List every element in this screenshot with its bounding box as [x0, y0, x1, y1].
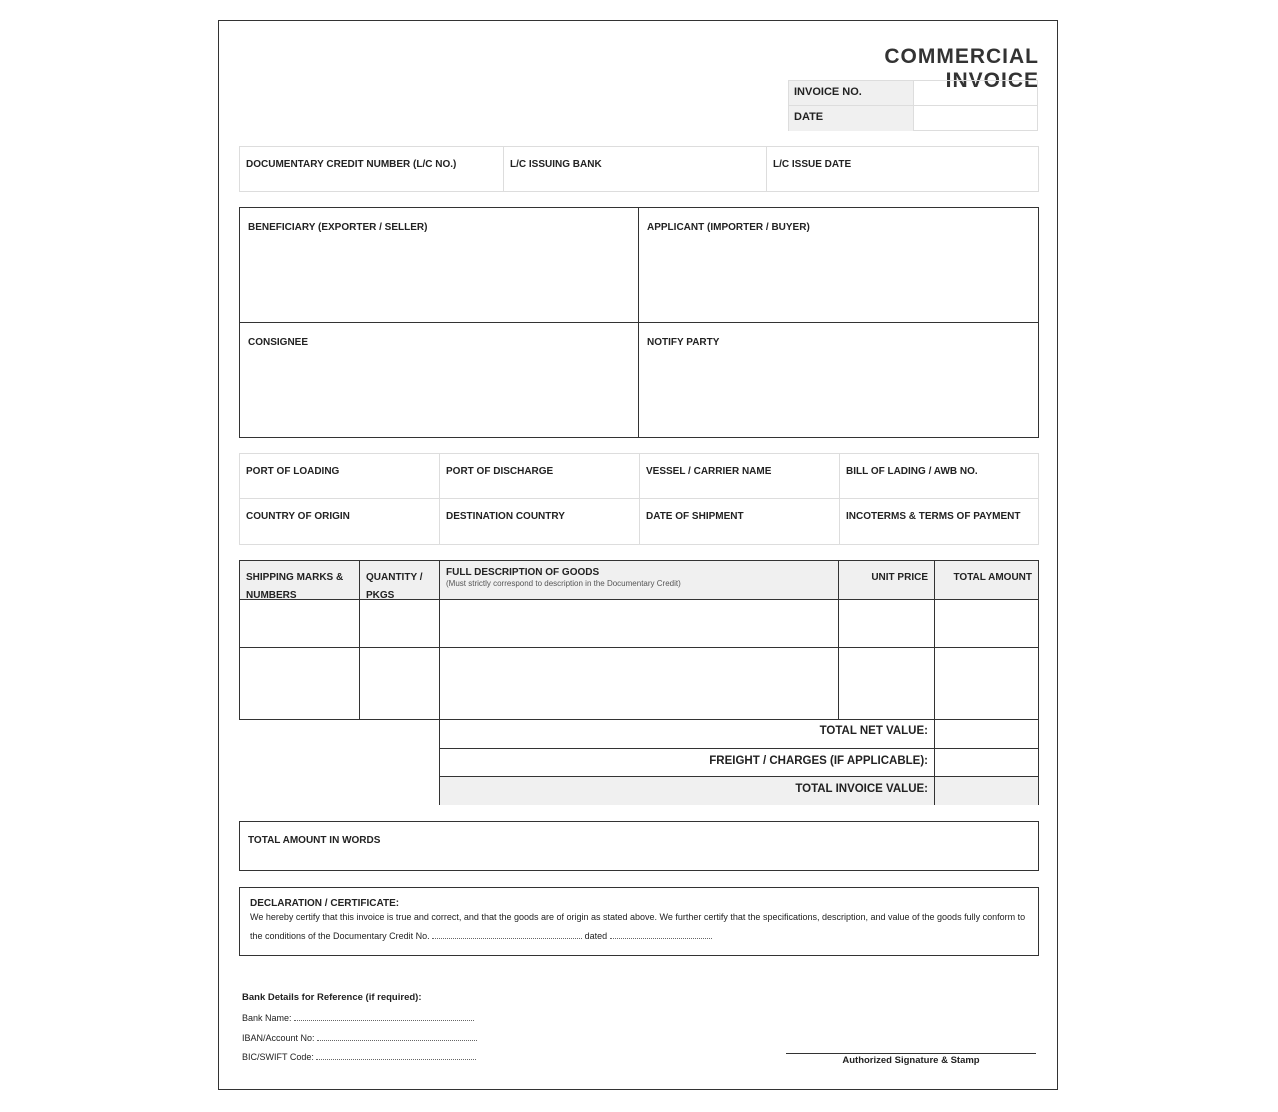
- invoice-header-table: [788, 80, 1038, 131]
- invoice-no-field[interactable]: [915, 81, 1037, 105]
- declaration-box: [239, 887, 1039, 956]
- destination-label: DESTINATION COUNTRY: [446, 511, 565, 522]
- lc-number-label: DOCUMENTARY CREDIT NUMBER (L/C NO.): [246, 159, 457, 170]
- col-desc-header: [440, 561, 839, 600]
- lc-bank-field[interactable]: [504, 147, 767, 191]
- document-title: COMMERCIAL INVOICE: [884, 45, 1039, 92]
- invoice-page: [218, 20, 1058, 1090]
- consignee-box[interactable]: [240, 323, 639, 437]
- bank-name-blank[interactable]: [294, 1012, 474, 1021]
- consignee-label: CONSIGNEE: [248, 337, 309, 348]
- table-cell[interactable]: [935, 648, 1038, 719]
- net-value-label: TOTAL NET VALUE:: [440, 719, 935, 748]
- bol-field[interactable]: [840, 454, 1038, 499]
- swift-line: [242, 1051, 542, 1071]
- table-cell[interactable]: [440, 648, 839, 719]
- notify-party-label: NOTIFY PARTY: [647, 337, 720, 348]
- bank-name-label: Bank Name:: [242, 1013, 292, 1023]
- iban-blank[interactable]: [317, 1032, 477, 1041]
- incoterms-label: INCOTERMS & TERMS OF PAYMENT: [846, 511, 1021, 522]
- incoterms-field[interactable]: [840, 499, 1038, 544]
- table-cell[interactable]: [360, 600, 440, 648]
- table-cell[interactable]: [240, 600, 360, 648]
- col-marks-header: [240, 561, 360, 600]
- col-qty-label: QUANTITY / PKGS: [366, 572, 423, 601]
- col-unit-header: [839, 561, 935, 600]
- date-blank[interactable]: [610, 930, 712, 939]
- col-total-label: TOTAL AMOUNT: [953, 572, 1032, 583]
- beneficiary-label: BENEFICIARY (EXPORTER / SELLER): [248, 222, 428, 233]
- table-cell[interactable]: [839, 600, 935, 648]
- col-desc-note: (Must strictly correspond to description in the Documentary Credit): [446, 579, 681, 588]
- lc-section: [239, 146, 1039, 192]
- origin-label: COUNTRY OF ORIGIN: [246, 511, 350, 522]
- invoice-no-label: INVOICE NO.: [789, 81, 914, 105]
- declaration-text: We hereby certify that this invoice is true and correct, and that the goods are of origin as stated above. We further certify that the specifications, description, and value of the goods fully conform to: [250, 912, 1026, 922]
- freight-field[interactable]: [935, 749, 1038, 777]
- port-loading-field[interactable]: [240, 454, 440, 499]
- table-cell[interactable]: [240, 648, 360, 719]
- ship-date-label: DATE OF SHIPMENT: [646, 511, 744, 522]
- iban-label: IBAN/Account No:: [242, 1032, 315, 1043]
- lc-date-label: L/C ISSUE DATE: [773, 159, 852, 170]
- table-cell[interactable]: [839, 648, 935, 719]
- table-cell[interactable]: [440, 600, 839, 648]
- col-qty-header: [360, 561, 440, 600]
- col-unit-label: UNIT PRICE: [871, 572, 928, 583]
- net-value-field[interactable]: [935, 719, 1038, 748]
- invoice-value-label: TOTAL INVOICE VALUE:: [440, 777, 935, 805]
- freight-row: [440, 748, 1038, 777]
- lc-date-field[interactable]: [767, 147, 1038, 191]
- net-value-row: [440, 719, 1038, 748]
- declaration-text-2: the conditions of the Documentary Credit No.: [250, 931, 430, 941]
- declaration-dated: dated: [584, 931, 608, 941]
- signature-line[interactable]: [786, 1053, 1036, 1054]
- col-total-header: [935, 561, 1038, 600]
- port-discharge-label: PORT OF DISCHARGE: [446, 466, 554, 477]
- bank-name-line: [242, 1012, 542, 1032]
- bol-label: BILL OF LADING / AWB NO.: [846, 466, 978, 477]
- declaration-line-2: [250, 926, 1028, 947]
- vessel-field[interactable]: [640, 454, 840, 499]
- date-row: [789, 106, 1037, 131]
- parties-section: [239, 207, 1039, 438]
- col-desc-label: FULL DESCRIPTION OF GOODS: [446, 567, 600, 578]
- amount-in-words-label: TOTAL AMOUNT IN WORDS: [248, 835, 381, 846]
- table-cell[interactable]: [360, 648, 440, 719]
- date-field[interactable]: [915, 106, 1037, 131]
- signature-label: Authorized Signature & Stamp: [842, 1055, 980, 1066]
- vessel-label: VESSEL / CARRIER NAME: [646, 466, 772, 477]
- beneficiary-box[interactable]: [240, 208, 639, 323]
- swift-blank[interactable]: [316, 1051, 476, 1060]
- invoice-value-row: [440, 776, 1038, 805]
- port-discharge-field[interactable]: [440, 454, 640, 499]
- table-cell[interactable]: [935, 600, 1038, 648]
- invoice-no-row: [789, 81, 1037, 106]
- freight-label: FREIGHT / CHARGES (IF APPLICABLE):: [440, 749, 935, 777]
- bank-details: [242, 992, 542, 1071]
- notify-party-box[interactable]: [639, 323, 1038, 437]
- date-label: DATE: [789, 106, 914, 131]
- invoice-value-field[interactable]: [935, 777, 1038, 805]
- lc-bank-label: L/C ISSUING BANK: [510, 159, 602, 170]
- applicant-label: APPLICANT (IMPORTER / BUYER): [647, 222, 810, 233]
- totals-section: [439, 719, 1039, 805]
- goods-table: [239, 560, 1039, 720]
- iban-line: [242, 1032, 542, 1052]
- bank-details-title: Bank Details for Reference (if required):: [242, 992, 422, 1003]
- origin-field[interactable]: [240, 499, 440, 544]
- shipping-section: [239, 453, 1039, 545]
- applicant-box[interactable]: [639, 208, 1038, 323]
- lc-number-blank[interactable]: [432, 930, 582, 939]
- swift-label: BIC/SWIFT Code:: [242, 1052, 314, 1062]
- col-marks-label: SHIPPING MARKS & NUMBERS: [246, 572, 344, 601]
- amount-in-words-box[interactable]: [239, 821, 1039, 871]
- destination-field[interactable]: [440, 499, 640, 544]
- port-loading-label: PORT OF LOADING: [246, 466, 340, 477]
- lc-number-field[interactable]: [240, 147, 504, 191]
- declaration-title: DECLARATION / CERTIFICATE:: [250, 898, 400, 909]
- ship-date-field[interactable]: [640, 499, 840, 544]
